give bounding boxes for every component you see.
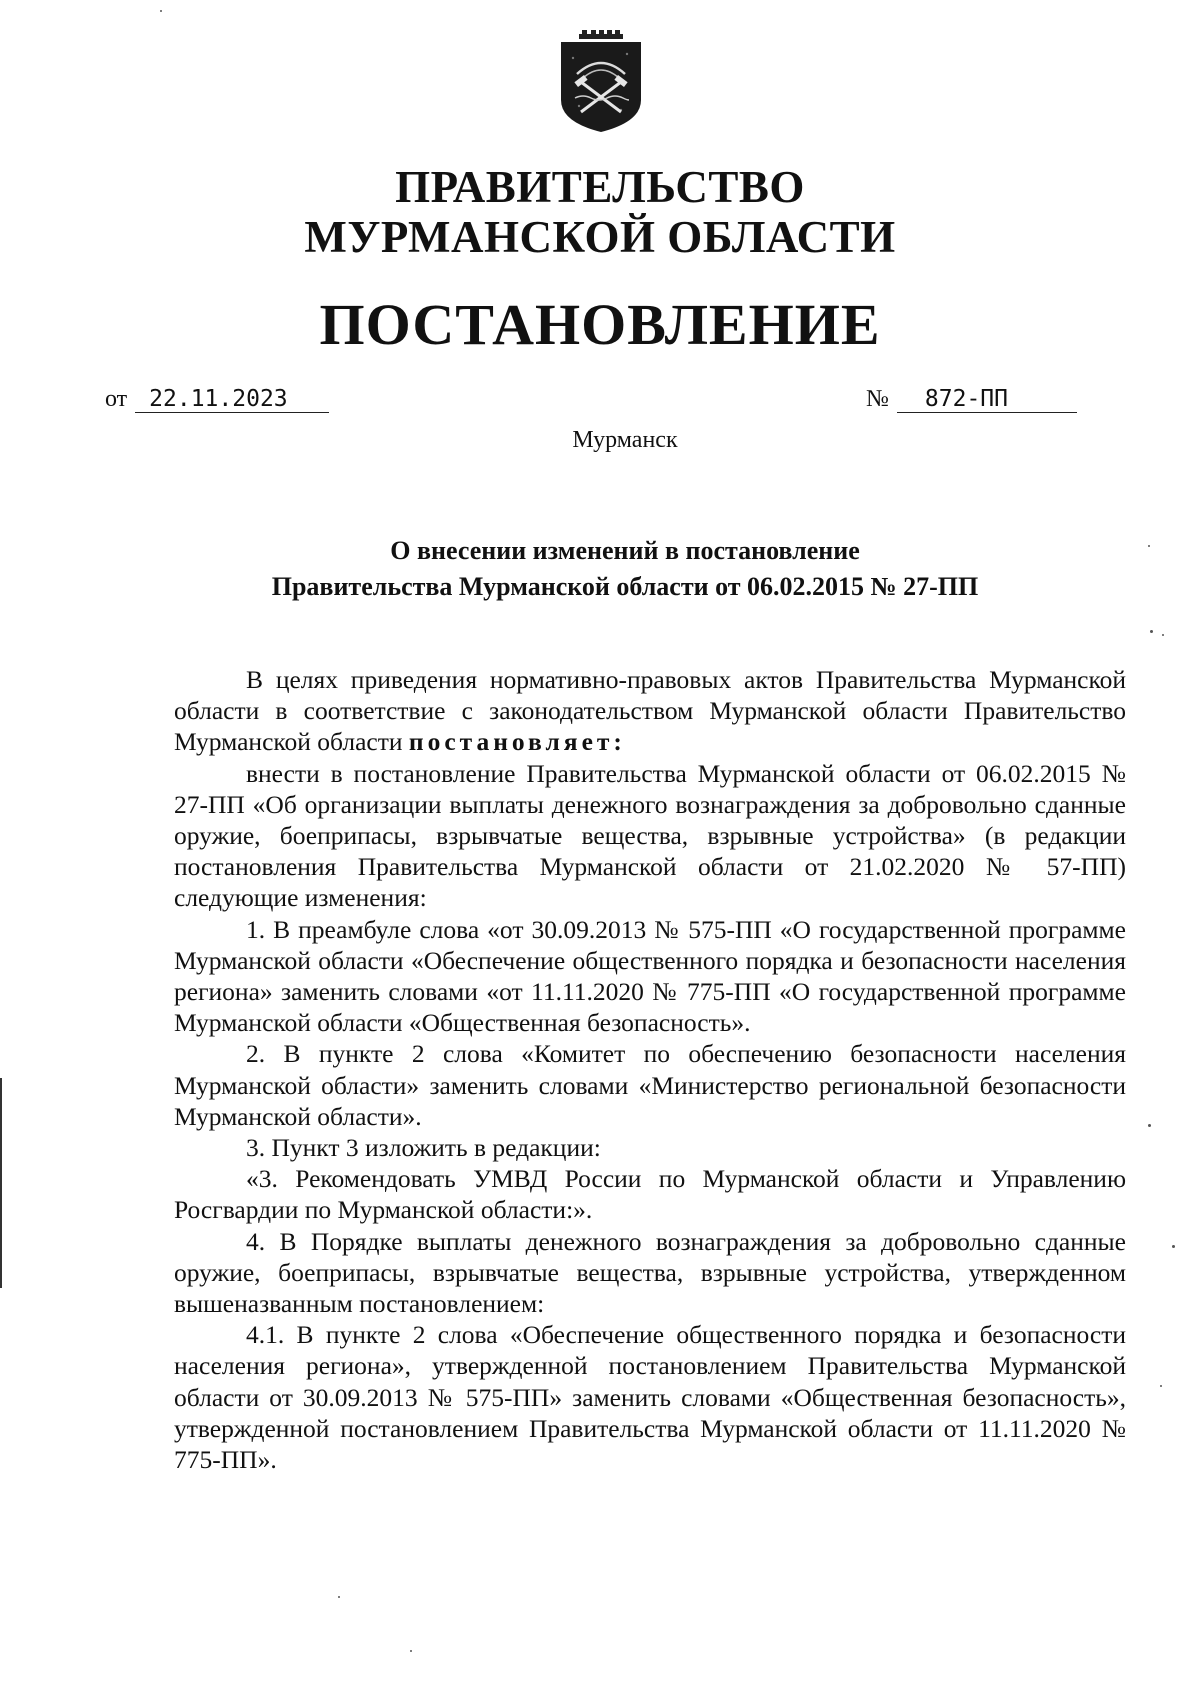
document-subject — [0, 533, 1200, 605]
subject-line2: Правительства Мурманской области от 06.02.2015 № 27-ПП — [271, 572, 979, 601]
item-paragraph: 4. В Порядке выплаты денежного вознаграждения за добровольно сданные оружие, боеприпасы, взрывчатые вещества, взрывные устройства, утвержденном вышеназванным постановлением: — [174, 1226, 1126, 1319]
scan-speck — [410, 1650, 412, 1652]
intro-paragraph: внести в постановление Правительства Мурманской области от 06.02.2015 № 27-ПП «Об организации выплаты денежного вознаграждения за добровольно сданные оружие, боеприпасы, взрывчатые вещества, взрывные устройства» (в редакции постановления Правительства Мурманской области от 21.02.2020 № 57-ПП) следующие изменения: — [174, 758, 1126, 913]
number-field — [866, 383, 1077, 415]
number-value: 872-ПП — [897, 386, 1077, 413]
scan-speck — [160, 10, 162, 12]
number-prefix: № — [866, 386, 889, 412]
scan-speck — [1162, 634, 1164, 636]
murmansk-coat-of-arms-icon — [555, 30, 647, 134]
scan-edge — [0, 1078, 2, 1288]
subject-line1: О внесении изменений в постановление — [390, 536, 860, 565]
item-paragraph: 2. В пункте 2 слова «Комитет по обеспечению безопасности населения Мурманской области» заменить словами «Министерство региональной безопасности Мурманской области». — [174, 1039, 1126, 1131]
date-field — [105, 383, 329, 415]
document-type-title: ПОСТАНОВЛЕНИЕ — [319, 292, 881, 357]
item-paragraph: «3. Рекомендовать УМВД России по Мурманской области и Управлению Росгвардии по Мурманской области:». — [174, 1164, 1126, 1225]
scan-speck — [1150, 630, 1153, 633]
government-title-line1: ПРАВИТЕЛЬСТВО — [395, 162, 805, 212]
scan-speck — [1148, 1124, 1151, 1127]
scan-speck — [1160, 1385, 1162, 1387]
scan-speck — [1148, 545, 1150, 547]
scan-speck — [1172, 1245, 1175, 1248]
city-name: Мурманск — [572, 427, 678, 453]
government-title-line2: МУРМАНСКОЙ ОБЛАСТИ — [304, 212, 896, 262]
preamble-paragraph — [174, 664, 1126, 758]
document-body — [174, 664, 1126, 1475]
item-paragraph: 3. Пункт 3 изложить в редакции: — [246, 1133, 601, 1163]
scan-speck — [338, 1596, 340, 1598]
preamble-text: В целях приведения нормативно-правовых актов Правительства Мурманской области в соответствие с законодательством Мурманской области Правительство Мурманской области — [174, 665, 1126, 757]
date-prefix: от — [105, 386, 128, 412]
item-paragraph: 1. В преамбуле слова «от 30.09.2013 № 575-ПП «О государственной программе Мурманской области «Обеспечение общественного порядка и безопасности населения региона» заменить словами «от 11.11.2020 № 775-ПП «О государственной программе Мурманской области «Общественная безопасность». — [174, 914, 1126, 1038]
date-value: 22.11.2023 — [135, 386, 329, 413]
resolves-word: постановляет: — [408, 727, 626, 757]
item-paragraph: 4.1. В пункте 2 слова «Обеспечение общественного порядка и безопасности населения региона», утвержденной постановлением Правительства Мурманской области от 30.09.2013 № 575-ПП» заменить словами «Общественная безопасность», утвержденной постановлением Правительства Мурманской области от 11.11.2020 № 775-ПП». — [174, 1320, 1126, 1475]
